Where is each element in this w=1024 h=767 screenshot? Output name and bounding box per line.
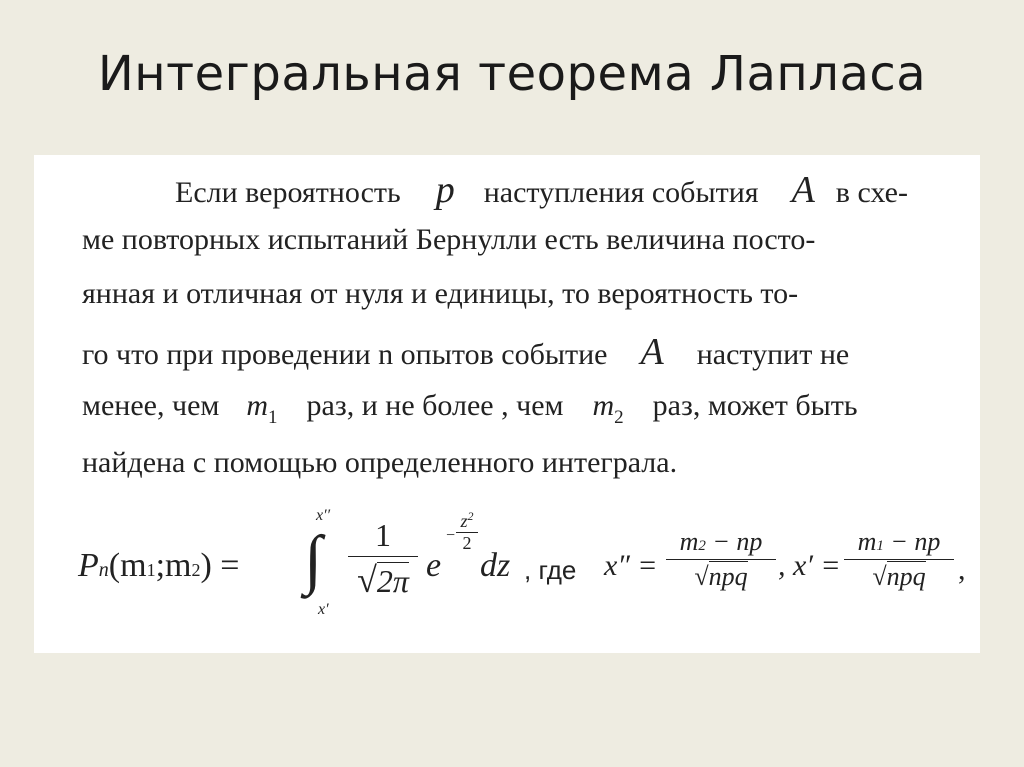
- fraction-bar: [666, 559, 776, 560]
- variable-p: p: [435, 169, 455, 211]
- fraction-numerator: [666, 527, 776, 557]
- exp-minus: −: [446, 527, 456, 544]
- integral-upper-limit: x′′: [316, 507, 331, 524]
- exp-z: z: [460, 511, 468, 531]
- numerator-rest: − np: [883, 527, 941, 556]
- fraction-numerator: 1: [375, 517, 391, 553]
- formula-lhs: [78, 547, 239, 585]
- fraction-denominator: √2π: [357, 560, 409, 600]
- trailing-comma: ,: [958, 553, 966, 586]
- numerator-rest: − np: [705, 527, 763, 556]
- text-fragment: в схе-: [835, 176, 908, 209]
- symbol-P: P: [78, 547, 99, 584]
- text-fragment: наступит не: [696, 338, 850, 371]
- formula-separator: ;m: [155, 547, 192, 584]
- variable-m: m: [246, 389, 269, 422]
- text-fragment: раз, и не более , чем: [306, 389, 564, 422]
- formula-args-open: (m: [108, 547, 147, 584]
- laplace-integral-formula: [78, 507, 968, 627]
- subscript: 1: [146, 560, 156, 580]
- slide-title: Интегральная теорема Лапласа: [97, 46, 927, 102]
- formula-equals: ) =: [200, 547, 240, 584]
- sqrt-argument: npq: [886, 562, 926, 591]
- fraction-one-over-sqrt: [348, 517, 418, 601]
- text-fragment: наступления события: [483, 176, 759, 209]
- subscript-n: n: [98, 559, 109, 581]
- fraction-numerator: [844, 527, 954, 557]
- exponent-fraction: [456, 509, 478, 554]
- text-fragment: Если вероятность: [175, 176, 401, 209]
- symbol-m: m: [857, 527, 877, 556]
- text-line-1: [175, 168, 908, 212]
- variable-A: A: [640, 331, 664, 373]
- variable-A: A: [791, 169, 815, 211]
- text-fragment: го что при проведении n опытов событие: [82, 338, 608, 371]
- integral-sign: ∫: [304, 523, 323, 596]
- fraction-x-prime: [844, 527, 954, 592]
- fraction-x-double-prime: [666, 527, 776, 592]
- subscript: 2: [614, 407, 624, 428]
- exp-square: 2: [467, 509, 474, 523]
- fraction-bar: [348, 556, 418, 557]
- sqrt-argument: npq: [708, 562, 748, 591]
- text-line-4: [82, 330, 849, 374]
- symbol-m: m: [679, 527, 699, 556]
- fraction-denominator: √npq: [872, 562, 926, 591]
- theorem-content-box: [34, 155, 980, 653]
- subscript: 2: [191, 560, 201, 580]
- exponent-numerator: [456, 509, 478, 532]
- subscript: 1: [876, 538, 884, 554]
- text-fragment: менее, чем: [82, 389, 220, 422]
- sqrt-argument: 2π: [376, 563, 409, 599]
- text-fragment: раз, может быть: [652, 389, 858, 422]
- x-double-prime-eq: x″ =: [604, 549, 658, 582]
- variable-m: m: [592, 389, 615, 422]
- fraction-denominator: √npq: [694, 562, 748, 591]
- fraction-bar: [844, 559, 954, 560]
- text-line-3: янная и отличная от нуля и единицы, то вероятность то-: [82, 277, 799, 310]
- differential-dz: dz: [480, 547, 511, 584]
- exponent-denominator: 2: [462, 533, 472, 553]
- subscript: 2: [698, 538, 706, 554]
- text-line-6: найдена с помощью определенного интеграла.: [82, 446, 678, 479]
- integral-lower-limit: x′: [318, 601, 329, 618]
- exp-base: e: [426, 547, 442, 584]
- x-prime-eq: , x′ =: [778, 549, 841, 582]
- where-label: , где: [524, 555, 577, 585]
- text-line-2: ме повторных испытаний Бернулли есть величина посто-: [82, 223, 816, 256]
- subscript: 1: [268, 407, 278, 428]
- text-line-5: [82, 389, 858, 428]
